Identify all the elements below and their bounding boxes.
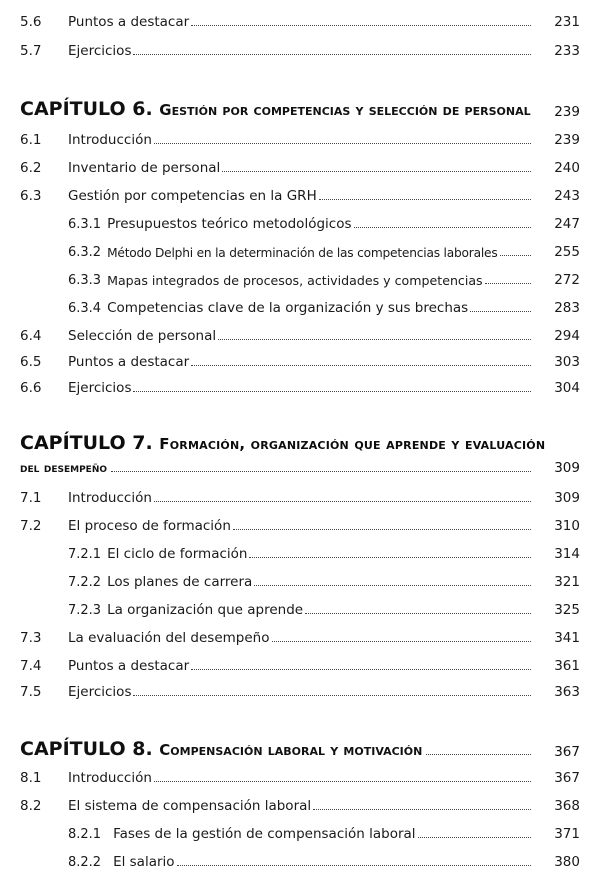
dot-leader xyxy=(418,837,531,838)
chapter-7-heading-cont: del desempeño 309 xyxy=(20,460,580,476)
dot-leader xyxy=(500,255,532,256)
dot-leader xyxy=(485,283,531,284)
dot-leader xyxy=(154,501,531,502)
toc-entry: 7.1 Introducción 309 xyxy=(20,490,580,506)
dot-leader xyxy=(319,199,531,200)
dot-leader xyxy=(191,669,531,670)
dot-leader xyxy=(133,695,531,696)
toc-subentry: 8.2.2 El salario 380 xyxy=(68,854,580,870)
dot-leader xyxy=(272,641,532,642)
toc-subentry: 6.3.4 Competencias clave de la organización y sus brechas 283 xyxy=(68,300,580,316)
chapter-7-heading: CAPÍTULO 7. Formación, organización que aprende y evaluación xyxy=(20,432,546,454)
toc-entry: 6.4 Selección de personal 294 xyxy=(20,328,580,344)
chapter-6-heading: CAPÍTULO 6. Gestión por competencias y selección de personal 239 xyxy=(20,98,580,120)
chapter-8-heading: CAPÍTULO 8. Compensación laboral y motivación 367 xyxy=(20,738,580,760)
dot-leader xyxy=(133,391,531,392)
dot-leader xyxy=(218,339,531,340)
toc-entry: 7.2 El proceso de formación 310 xyxy=(20,518,580,534)
toc-subentry: 6.3.1 Presupuestos teórico metodológicos 247 xyxy=(68,216,580,232)
dot-leader xyxy=(111,471,531,472)
toc-entry: 5.7 Ejercicios 233 xyxy=(20,43,580,59)
toc-entry: 6.6 Ejercicios 304 xyxy=(20,380,580,396)
dot-leader xyxy=(354,227,532,228)
dot-leader xyxy=(133,54,531,55)
toc-entry: 8.2 El sistema de compensación laboral 368 xyxy=(20,798,580,814)
toc-entry: 6.3 Gestión por competencias en la GRH 243 xyxy=(20,188,580,204)
toc-entry: 7.4 Puntos a destacar 361 xyxy=(20,658,580,674)
toc-entry: 8.1 Introducción 367 xyxy=(20,770,580,786)
dot-leader xyxy=(222,171,531,172)
dot-leader xyxy=(154,781,531,782)
toc-entry: 7.3 La evaluación del desempeño 341 xyxy=(20,630,580,646)
dot-leader xyxy=(313,809,531,810)
toc-subentry: 7.2.1 El ciclo de formación 314 xyxy=(68,546,580,562)
dot-leader xyxy=(154,143,531,144)
toc-entry: 6.1 Introducción 239 xyxy=(20,132,580,148)
toc-entry: 6.5 Puntos a destacar 303 xyxy=(20,354,580,370)
dot-leader xyxy=(191,25,531,26)
dot-leader xyxy=(254,585,531,586)
dot-leader xyxy=(177,865,531,866)
toc-subentry: 8.2.1 Fases de la gestión de compensación laboral 371 xyxy=(68,826,580,842)
toc-entry: 6.2 Inventario de personal 240 xyxy=(20,160,580,176)
dot-leader xyxy=(426,754,531,755)
dot-leader xyxy=(305,613,531,614)
dot-leader xyxy=(470,311,531,312)
toc-subentry: 7.2.3 La organización que aprende 325 xyxy=(68,602,580,618)
toc-entry: 5.6 Puntos a destacar 231 xyxy=(20,14,580,30)
dot-leader xyxy=(249,557,531,558)
dot-leader xyxy=(233,529,531,530)
toc-subentry: 6.3.2 Método Delphi en la determinación de las competencias laborales 255 xyxy=(68,244,580,260)
toc-entry: 7.5 Ejercicios 363 xyxy=(20,684,580,700)
toc-subentry: 7.2.2 Los planes de carrera 321 xyxy=(68,574,580,590)
toc-subentry: 6.3.3 Mapas integrados de procesos, actividades y competencias 272 xyxy=(68,272,580,288)
dot-leader xyxy=(191,365,531,366)
